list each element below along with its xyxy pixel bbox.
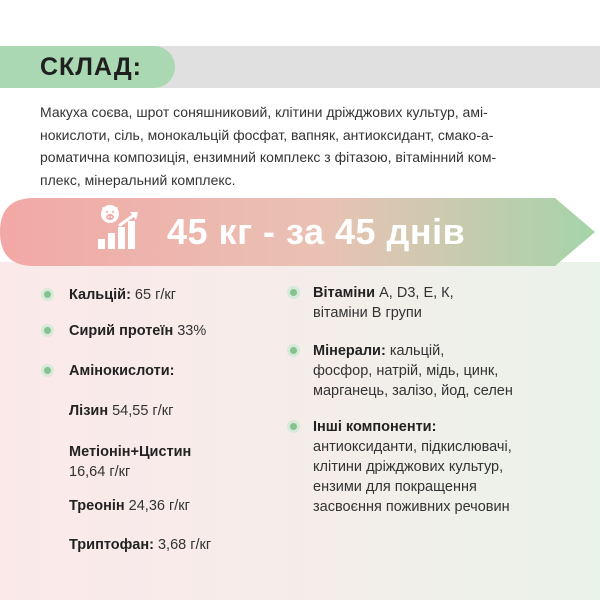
threonine-item bbox=[69, 496, 190, 516]
tryptophan-item bbox=[69, 535, 211, 555]
methionine-item bbox=[69, 442, 191, 482]
bullet-icon bbox=[41, 364, 54, 377]
lysine-value: 54,55 г/кг bbox=[108, 403, 174, 419]
other-value: антиоксиданти, підкислювачі, bbox=[313, 439, 512, 455]
minerals-item bbox=[313, 341, 513, 401]
calcium-item bbox=[69, 285, 176, 305]
protein-label: Сирий протеїн bbox=[69, 323, 174, 339]
amino-label: Амінокислоти: bbox=[69, 363, 175, 379]
lysine-label: Лізин bbox=[69, 403, 109, 419]
minerals-value: кальцій, bbox=[385, 343, 445, 359]
calcium-label: Кальцій: bbox=[69, 287, 131, 303]
vitamins-value: вітаміни В групи bbox=[313, 305, 422, 321]
amino-heading bbox=[69, 361, 174, 381]
bullet-icon bbox=[287, 344, 300, 357]
composition-text bbox=[40, 101, 570, 191]
banner-text: 45 кг - за 45 днів bbox=[167, 211, 466, 252]
protein-value: 33% bbox=[173, 323, 207, 339]
tryptophan-value: 3,68 г/кг bbox=[153, 537, 212, 553]
composition-line: роматична композиція, ензимний комплекс з фітазою, вітамінний ком- bbox=[40, 149, 497, 165]
methionine-value: 16,64 г/кг bbox=[69, 464, 131, 480]
bullet-icon bbox=[41, 324, 54, 337]
other-value: клітини дріжджових культур, bbox=[313, 459, 504, 475]
minerals-value: марганець, залізо, йод, селен bbox=[313, 383, 513, 399]
other-label: Інші компоненти: bbox=[313, 419, 437, 435]
tryptophan-label: Триптофан: bbox=[69, 537, 154, 553]
calcium-value: 65 г/кг bbox=[130, 287, 177, 303]
lysine-item bbox=[69, 401, 173, 421]
bullet-icon bbox=[287, 420, 300, 433]
pig-growth-chart-icon bbox=[94, 203, 146, 251]
vitamins-item bbox=[313, 283, 454, 323]
other-item bbox=[313, 417, 512, 517]
other-value: засвоєння поживних речовин bbox=[313, 499, 510, 515]
composition-line: плекс, мінеральний комплекс. bbox=[40, 171, 236, 188]
threonine-label: Треонін bbox=[69, 498, 125, 514]
vitamins-value: A, D3, E, К, bbox=[375, 285, 454, 301]
protein-item bbox=[69, 321, 206, 341]
threonine-value: 24,36 г/кг bbox=[124, 498, 190, 514]
methionine-label: Метіонін+Цистин bbox=[69, 444, 192, 460]
minerals-label: Мінерали: bbox=[313, 343, 386, 359]
page-title: СКЛАД: bbox=[40, 53, 142, 81]
bullet-icon bbox=[41, 288, 54, 301]
other-value: ензими для покращення bbox=[313, 479, 477, 495]
vitamins-label: Вітаміни bbox=[313, 285, 376, 301]
minerals-value: фосфор, натрій, мідь, цинк, bbox=[313, 363, 499, 379]
composition-line: нокислоти, сіль, монокальцій фосфат, вапняк, антиоксидант, смако-а- bbox=[40, 126, 494, 143]
composition-line: Макуха соєва, шрот соняшниковий, клітини дріжджових культур, амі- bbox=[40, 104, 488, 120]
bullet-icon bbox=[287, 286, 300, 299]
